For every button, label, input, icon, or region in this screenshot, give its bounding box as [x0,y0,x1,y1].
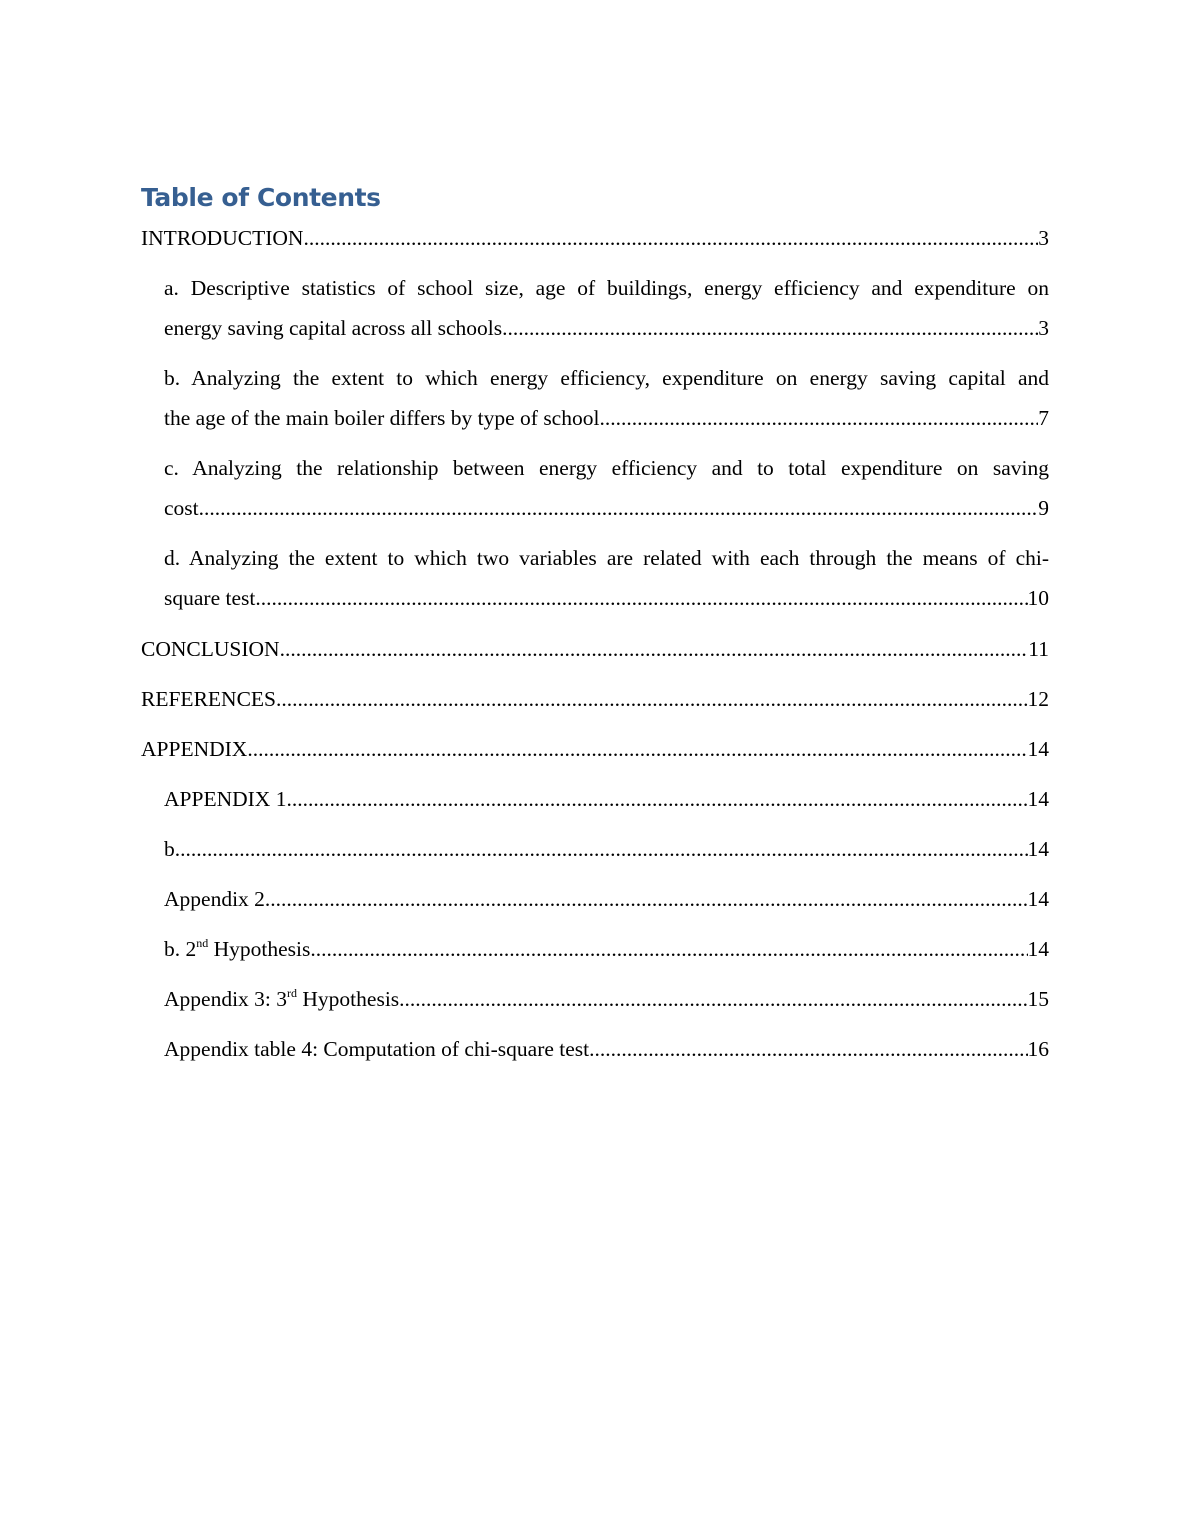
dot-leader [303,218,1038,258]
toc-entry-references[interactable] [141,679,1049,719]
toc-entry-text: Appendix table 4: Computation of chi-square test [164,1037,590,1061]
toc-page-number: 3 [1038,226,1049,250]
toc-page-number: 12 [1027,687,1049,711]
toc-entry-appendix-3[interactable] [164,979,1049,1019]
toc-entry-text: INTRODUCTION [141,226,304,250]
toc-entry-line: d. Analyzing the extent to which two variables are related with each through the means of chi- [164,546,1049,570]
toc-entry-text: b [164,837,175,861]
toc-entry-line: b. Analyzing the extent to which energy efficiency, expenditure on energy saving capital and [164,366,1049,390]
toc-page-number: 10 [1027,586,1049,610]
toc-page-number: 11 [1028,637,1049,661]
toc-entry-appendix[interactable] [141,729,1049,769]
toc-entry-text: the age of the main boiler differs by type of school [164,406,600,430]
toc-entry-appendix-1[interactable] [164,779,1049,819]
toc-entry-text: CONCLUSION [141,637,280,661]
toc-entry-appendix-1-b[interactable] [164,829,1049,869]
toc-page-number: 14 [1027,837,1049,861]
toc-entry-prefix: Appendix 3: 3 [164,987,288,1011]
ordinal-suffix: rd [287,986,298,1000]
toc-entry-text: Appendix 2 [164,887,265,911]
toc-entry-conclusion[interactable] [141,629,1049,669]
toc-entry-introduction[interactable] [141,218,1049,258]
toc-page-number: 9 [1038,496,1049,520]
toc-page-number: 14 [1027,887,1049,911]
toc-entry-suffix: Hypothesis [208,937,311,961]
toc-page-number: 16 [1027,1037,1049,1061]
dot-leader [399,979,1027,1019]
toc-entry-line: c. Analyzing the relationship between energy efficiency and to total expenditure on saving [164,456,1049,480]
toc-entry-text: energy saving capital across all schools [164,316,503,340]
dot-leader [199,488,1039,528]
toc-entry-text: square test [164,586,256,610]
toc-entry-d[interactable] [164,538,1049,618]
dot-leader [599,398,1038,438]
toc-page-number: 7 [1038,406,1049,430]
toc-entry-text: APPENDIX 1 [164,787,287,811]
toc-page-number: 3 [1038,316,1049,340]
toc-entry-line: a. Descriptive statistics of school size, age of buildings, energy efficiency and expenditure on [164,276,1049,300]
toc-page-number: 14 [1027,937,1049,961]
toc-entry-a[interactable] [164,268,1049,348]
toc-entry-text [164,979,399,1019]
toc-entry-appendix-2[interactable] [164,879,1049,919]
toc-entry-text [164,929,310,969]
dot-leader [502,308,1038,348]
toc-entry-2nd-hypothesis[interactable] [164,929,1049,969]
dot-leader [310,929,1027,969]
dot-leader [175,829,1028,869]
dot-leader [286,779,1027,819]
toc-entry-b[interactable] [164,358,1049,438]
toc-entry-c[interactable] [164,448,1049,528]
toc-page-number: 14 [1027,787,1049,811]
toc-page-number: 15 [1027,987,1049,1011]
dot-leader [276,679,1028,719]
toc-entry-text: REFERENCES [141,687,276,711]
dot-leader [280,629,1029,669]
dot-leader [247,729,1027,769]
ordinal-suffix: nd [196,936,209,950]
toc-entry-prefix: b. 2 [164,937,197,961]
dot-leader [255,578,1027,618]
toc-entry-appendix-table-4[interactable] [164,1029,1049,1069]
toc-entry-text: APPENDIX [141,737,248,761]
toc-title: Table of Contents [141,183,381,212]
toc-page-number: 14 [1027,737,1049,761]
dot-leader [265,879,1028,919]
toc-entry-text: cost [164,496,199,520]
toc-entry-suffix: Hypothesis [297,987,400,1011]
dot-leader [589,1029,1027,1069]
